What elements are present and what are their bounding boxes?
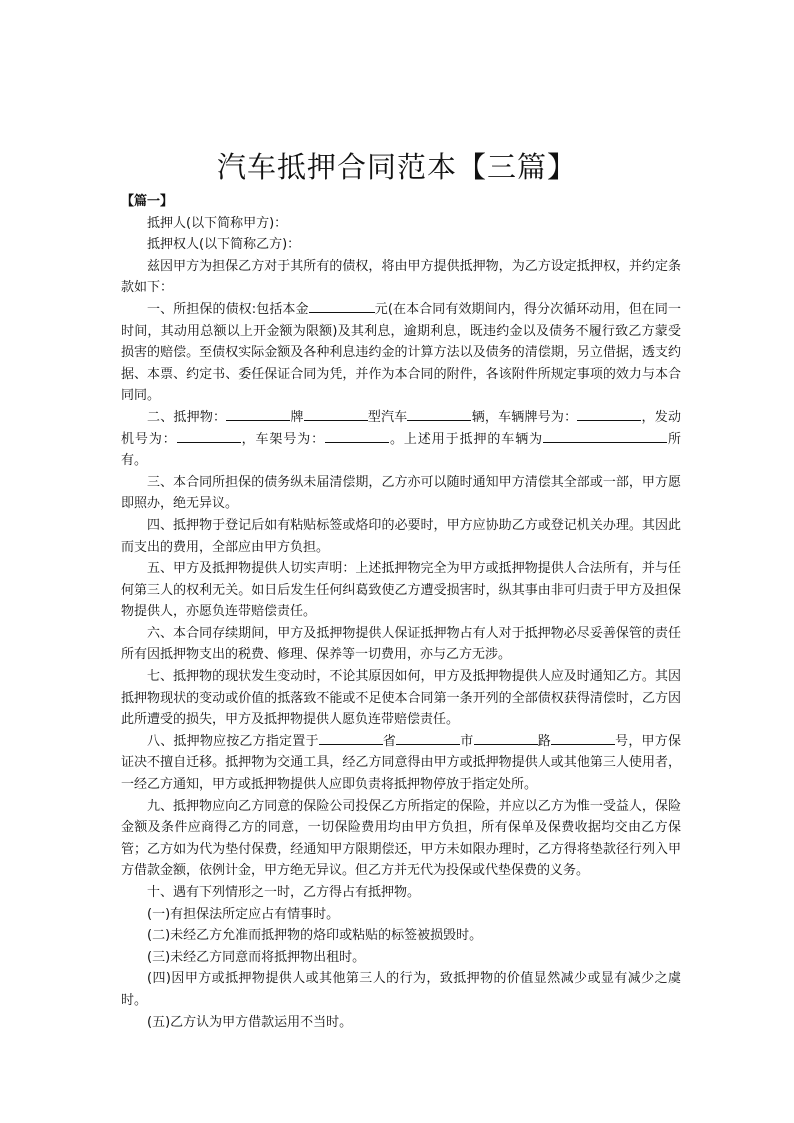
clause-1-text-a: 一、所担保的债权:包括本金 [147, 301, 309, 317]
clause-2-text-a: 二、抵押物： [147, 409, 227, 425]
paragraph-mortgagor: 抵押人(以下简称甲方)： [147, 215, 288, 231]
clause-2-text-h: 所有。 [121, 431, 681, 469]
page-title: 汽车抵押合同范本【三篇】 [216, 150, 577, 185]
clause-6: 六、本合同存续期间，甲方及抵押物提供人保证抵押物占有人对于抵押物必尽妥善保管的责任所有因抵押物支出的税费、修理、保养等一切费用，亦与乙方无涉。 [121, 625, 681, 663]
clause-4: 四、抵押物于登记后如有粘贴标签或烙印的必要时，甲方应协助乙方或登记机关办理。其因此而支出的费用，全部应由甲方负担。 [121, 517, 681, 555]
clause-2 [121, 407, 681, 472]
list-item: (一)有担保法所定应占有情事时。 [147, 906, 340, 922]
clause-2-text-c: 型汽车 [367, 409, 408, 425]
fill-blank-frame [325, 429, 389, 443]
paragraph-intro: 兹因甲方为担保乙方对于其所有的债权，将由甲方提供抵押物，为乙方设定抵押权，并约定条款如下： [121, 258, 681, 296]
clause-3: 三、本合同所担保的债务纵未届清偿期，乙方亦可以随时通知甲方清偿其全部或一部，甲方愿即照办，绝无异议。 [121, 474, 681, 512]
list-item: (三)未经乙方同意而将抵押物出租时。 [147, 949, 366, 965]
clause-2-text-g: 。上述用于抵押的车辆为 [389, 431, 544, 447]
clause-8-text-a: 八、抵押物应按乙方指定置于 [147, 733, 319, 749]
clause-8-text-d: 路 [537, 733, 551, 749]
clause-8-text-b: 省 [382, 733, 397, 749]
clause-2-text-d: 辆，车辆牌号为： [471, 409, 578, 425]
fill-blank-city [396, 731, 460, 745]
list-item: (四)因甲方或抵押物提供人或其他第三人的行为，致抵押物的价值显然减少或显有减少之虞时。 [121, 971, 681, 1008]
clause-8-text-e: 号，甲方保证决不擅自迁移。抵押物为交通工具，经乙方同意得由甲方或抵押物提供人或其他第三人使用者，一经乙方通知，甲方或抵押物提供人应即负责将抵押物停放于指定处所。 [121, 733, 681, 793]
clause-10: 十、遇有下列情形之一时，乙方得占有抵押物。 [147, 885, 421, 900]
clause-1-text-b: 元(在本合同有效期间内，得分次循环动用，但在同一时间，其动用总额以上开金额为限额)及其利息，逾期利息，既违约金以及债务不履行致乙方蒙受损害的赔偿。至债权实际金额及各种利息违约金的计算方法以及债务的清偿期，另立借据，透支约据、本票、约定书、委任保证合同为凭，并作为本合同的附件，各该附件所规定事项的效力与本合同同。 [121, 301, 681, 404]
fill-blank-province [319, 731, 383, 745]
clause-8-text-c: 市 [460, 733, 474, 749]
clause-2-text-b: 牌 [290, 409, 304, 425]
clause-2-text-f: ，车架号为： [240, 431, 326, 447]
clause-2-text-e: ，发动机号为： [121, 409, 681, 447]
clause-1 [121, 299, 681, 407]
fill-blank-quantity [407, 407, 471, 421]
fill-blank-number [551, 731, 615, 745]
clause-9: 九、抵押物应向乙方同意的保险公司投保乙方所指定的保险，并应以乙方为惟一受益人，保险金额及条件应商得乙方的同意，一切保险费用均由甲方负担，所有保单及保费收据均交由乙方保管；乙方如为代为垫付保费，经通知甲方限期偿还，甲方未如限办理时，乙方得将垫款径行列入甲方借款金额，依例计金，甲方绝无异议。但乙方并无代为投保或代垫保费的义务。 [121, 798, 681, 879]
fill-blank-model [304, 407, 368, 421]
fill-blank-engine [177, 429, 241, 443]
fill-blank-amount [309, 299, 375, 313]
list-item: (二)未经乙方允准而抵押物的烙印或粘贴的标签被损毁时。 [147, 928, 483, 944]
section-heading: 【篇一】 [121, 194, 174, 209]
fill-blank-brand [226, 407, 290, 421]
clause-8 [121, 731, 681, 796]
fill-blank-road [474, 731, 538, 745]
clause-5: 五、甲方及抵押物提供人切实声明：上述抵押物完全为甲方或抵押物提供人合法所有，并与任何第三人的权利无关。如日后发生任何纠葛致使乙方遭受损害时，纵其事由非可归责于甲方及担保物提供人，亦愿负连带赔偿责任。 [121, 561, 681, 620]
fill-blank-owner [543, 429, 667, 443]
fill-blank-plate [577, 407, 641, 421]
paragraph-mortgagee: 抵押权人(以下简称乙方)： [147, 237, 301, 253]
list-item: (五)乙方认为甲方借款运用不当时。 [147, 1014, 353, 1030]
document-body [121, 191, 681, 1033]
clause-7: 七、抵押物的现状发生变动时，不论其原因如何，甲方及抵押物提供人应及时通知乙方。其因抵押物现状的变动或价值的抵落致不能或不足使本合同第一条开列的全部债权获得清偿时，乙方因此所遭受的损失，甲方及抵押物提供人愿负连带赔偿责任。 [121, 669, 681, 728]
